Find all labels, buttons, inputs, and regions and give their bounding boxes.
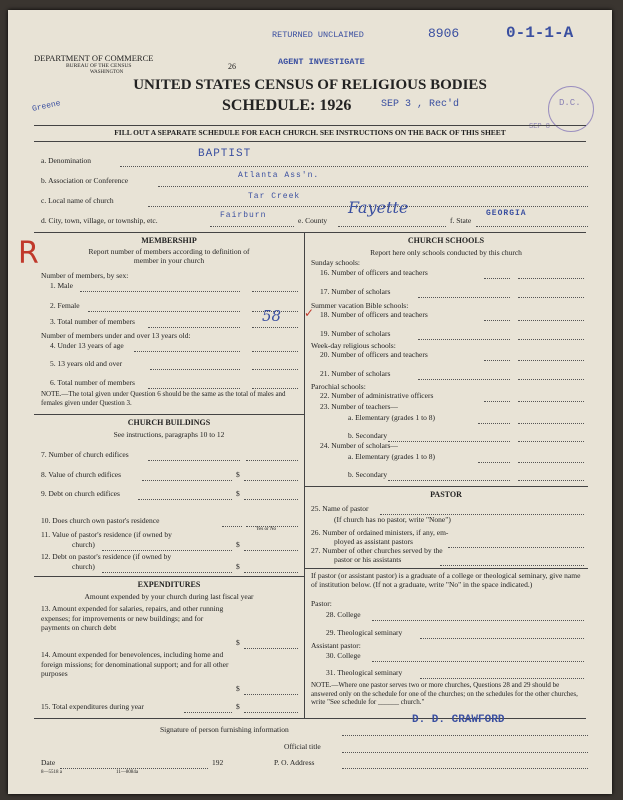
dc-stamp: D.C.	[559, 98, 581, 108]
denomination-value: BAPTIST	[198, 148, 252, 160]
q15-dollar: $	[236, 702, 240, 711]
city-label: d. City, town, village, or township, etc.	[41, 216, 158, 225]
po-address-label: P. O. Address	[274, 758, 315, 767]
q2-female: 2. Female	[50, 301, 80, 310]
q5-13-and-over: 5. 13 years old and over	[50, 359, 123, 368]
page-title: UNITED STATES CENSUS OF RELIGIOUS BODIES	[133, 77, 487, 93]
buildings-title: CHURCH BUILDINGS	[127, 418, 211, 427]
q11-value-residence: 11. Value of pastor's residence (if owned by	[41, 530, 172, 539]
q11-dollar: $	[236, 540, 240, 549]
received-stamp: SEP 3 , Rec'd	[381, 99, 460, 110]
red-r-mark: R	[18, 236, 39, 271]
q21: 21. Number of scholars	[320, 369, 391, 378]
form-number: 26	[228, 62, 236, 71]
signature-label: Signature of person furnishing information	[160, 725, 289, 734]
q13-running-expenses: 13. Amount expended for salaries, repairs, and other running expenses; for improvements or new buildings; and for payments on church debt	[41, 604, 224, 632]
membership-subtitle-1: Report number of members according to definition of	[88, 247, 250, 256]
pastor-title: PASTOR	[430, 490, 462, 499]
form-code-2: 11—8084a	[116, 770, 139, 775]
members-by-sex-label: Number of members, by sex:	[41, 271, 129, 280]
membership-note: NOTE.—The total given under Question 6 should be the same as the total of males and females given under Question 3.	[41, 390, 286, 407]
parochial-schools-label: Parochial schools:	[311, 382, 366, 391]
state-value: GEORGIA	[486, 209, 527, 218]
q12-debt-residence: 12. Debt on pastor's residence (if owned by	[41, 552, 172, 561]
form-code-1: 8—5518 a	[41, 770, 62, 775]
church-name-value: Tar Creek	[248, 192, 301, 201]
greene-stamp: Greene	[31, 99, 62, 114]
q1-male: 1. Male	[50, 281, 73, 290]
q15-total-expenditures: 15. Total expenditures during year	[41, 702, 144, 711]
q25-hint: (If church has no pastor, write "None")	[334, 515, 451, 524]
sep8-stamp: SEP 8	[529, 123, 551, 131]
q6-total: 6. Total number of members	[50, 378, 135, 387]
q22: 22. Number of administrative officers	[320, 391, 434, 400]
q29-seminary: 29. Theological seminary	[326, 628, 403, 637]
q4-under-13: 4. Under 13 years of age	[50, 341, 124, 350]
q25-pastor-name: 25. Name of pastor	[311, 504, 369, 513]
schools-subtitle: Report here only schools conducted by this church	[370, 248, 522, 257]
q26-line1: 26. Number of ordained ministers, if any, em-	[311, 528, 449, 537]
q26-line2: ployed as assistant pastors	[334, 537, 413, 546]
date-label: Date	[41, 758, 56, 767]
q7-edifices: 7. Number of church edifices	[41, 450, 129, 459]
schools-title: CHURCH SCHOOLS	[407, 236, 485, 245]
membership-title: MEMBERSHIP	[141, 236, 197, 245]
instructions-banner: FILL OUT A SEPARATE SCHEDULE FOR EACH CHURCH. SEE INSTRUCTIONS ON THE BACK OF THIS SHEET	[114, 128, 506, 137]
pastor-graduate-instructions: If pastor (or assistant pastor) is a graduate of a college or theological seminary, give name of institution below. (If not a graduate, write "No" in the space indicated.)	[311, 571, 581, 589]
q31-seminary: 31. Theological seminary	[326, 668, 403, 677]
q3-total: 3. Total number of members	[50, 317, 135, 326]
q23b: b. Secondary	[348, 431, 388, 440]
q9-debt-edifices: 9. Debt on church edifices	[41, 489, 120, 498]
association-label: b. Association or Conference	[41, 176, 129, 185]
q27-line1: 27. Number of other churches served by the	[311, 546, 443, 555]
q8-dollar: $	[236, 470, 240, 479]
q14-dollar: $	[236, 684, 240, 693]
bureau-label: BUREAU OF THE CENSUS	[66, 63, 132, 69]
year-label: 192	[212, 758, 224, 767]
code-stamp: 0-1-1-A	[506, 24, 574, 42]
q24: 24. Number of scholars—	[320, 441, 398, 450]
census-schedule-form	[8, 10, 612, 794]
q30-college: 30. College	[326, 651, 361, 660]
denomination-label: a. Denomination	[41, 156, 91, 165]
q14-benevolences: 14. Amount expended for benevolences, including home and foreign missions; for denominational support; and for all other purposes	[41, 650, 229, 678]
official-title-label: Official title	[284, 742, 321, 751]
county-value: Fayette	[348, 198, 409, 217]
summer-schools-label: Summer vacation Bible schools:	[311, 301, 409, 310]
church-name-label: c. Local name of church	[41, 196, 114, 205]
q24a: a. Elementary (grades 1 to 8)	[348, 452, 436, 461]
city-value: Fairburn	[220, 211, 267, 220]
q23: 23. Number of teachers—	[320, 402, 398, 411]
county-label: e. County	[298, 216, 328, 225]
schedule-title: SCHEDULE: 1926	[222, 97, 352, 114]
q3-total-value: 58	[262, 307, 282, 325]
assistant-pastor-label: Assistant pastor:	[311, 641, 361, 650]
q19: 19. Number of scholars	[320, 329, 391, 338]
membership-subtitle-2: member in your church	[133, 256, 205, 265]
buildings-subtitle: See instructions, paragraphs 10 to 12	[113, 430, 225, 439]
weekday-schools-label: Week-day religious schools:	[311, 341, 396, 350]
association-value: Atlanta Ass'n.	[238, 171, 320, 180]
q28-college: 28. College	[326, 610, 361, 619]
red-check-icon: ✓	[304, 306, 315, 320]
q8-value-edifices: 8. Value of church edifices	[41, 470, 122, 479]
pastor-note: NOTE.—Where one pastor serves two or more churches, Questions 28 and 29 should be answered only on the schedule for one of the churches; on the schedules for the other churches, write "See schedule for ______ church."	[311, 681, 578, 706]
washington-label: WASHINGTON	[90, 70, 124, 75]
q16: 16. Number of officers and teachers	[320, 268, 428, 277]
q18: 18. Number of officers and teachers	[320, 310, 428, 319]
expenditures-title: EXPENDITURES	[137, 580, 201, 589]
expenditures-subtitle: Amount expended by your church during last fiscal year	[84, 592, 254, 601]
agent-investigate-stamp: AGENT INVESTIGATE	[278, 57, 365, 67]
q9-dollar: $	[236, 489, 240, 498]
department-label: DEPARTMENT OF COMMERCE	[34, 53, 154, 63]
q12-dollar: $	[236, 562, 240, 571]
q27-line2: pastor or his assistants	[334, 555, 402, 564]
q24b: b. Secondary	[348, 470, 388, 479]
q11-continued: church)	[72, 540, 95, 549]
returned-unclaimed-stamp: RETURNED UNCLAIMED	[272, 30, 364, 40]
schedule-number-stamp: 8906	[428, 26, 460, 41]
state-label: f. State	[450, 216, 472, 225]
q20: 20. Number of officers and teachers	[320, 350, 428, 359]
sunday-schools-label: Sunday schools:	[311, 258, 360, 267]
q23a: a. Elementary (grades 1 to 8)	[348, 413, 436, 422]
q12-continued: church)	[72, 562, 95, 571]
q13-dollar: $	[236, 638, 240, 647]
pastor-sub-label: Pastor:	[311, 599, 332, 608]
age-groups-label: Number of members under and over 13 years old:	[41, 331, 191, 340]
signature-value: D. D. CRAWFORD	[412, 714, 505, 726]
yes-no-hint: Yes or No	[256, 527, 277, 532]
q10-own-residence: 10. Does church own pastor's residence	[41, 516, 160, 525]
q17: 17. Number of scholars	[320, 287, 391, 296]
